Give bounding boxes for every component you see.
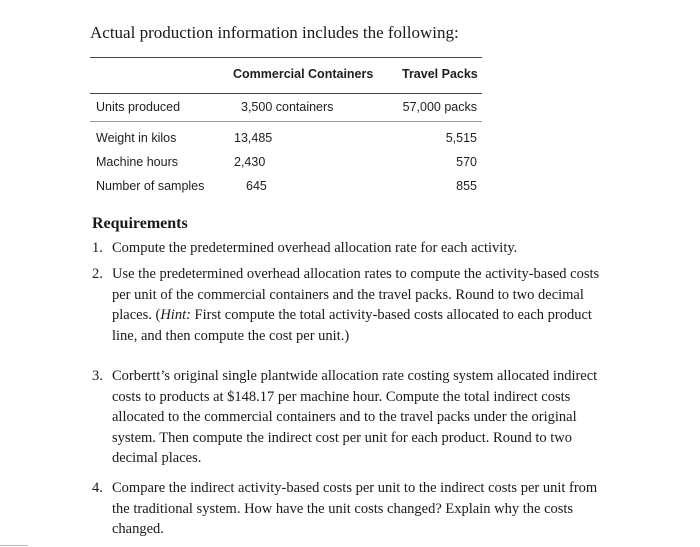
hint-label: Hint: xyxy=(160,307,191,323)
requirement-text-part: First compute the total activity-based costs allocated to each product line, and then compute the cost per unit.) xyxy=(112,307,592,344)
cell-weight-containers: 13,485 xyxy=(234,131,273,145)
header-travel-packs: Travel Packs xyxy=(402,67,478,81)
requirement-number: 2. xyxy=(92,266,103,282)
header-commercial-containers: Commercial Containers xyxy=(233,67,374,81)
row-label-machine-hours: Machine hours xyxy=(96,155,178,169)
cell-samples-containers: 645 xyxy=(246,179,267,193)
requirement-text: Compare the indirect activity-based costs per unit to the indirect costs per unit from the traditional system. How have the unit costs changed? Explain why the costs changed. xyxy=(112,480,598,537)
requirements-heading: Requirements xyxy=(92,215,188,232)
cell-units-packs: 57,000 packs xyxy=(402,100,477,114)
requirement-number: 3. xyxy=(92,368,103,384)
table-top-rule xyxy=(90,57,482,58)
cell-samples-packs: 855 xyxy=(456,179,477,193)
requirement-text: Corbertt’s original single plantwide allocation rate costing system allocated indirect costs to products at $148.17 per machine hour. Compute the total indirect costs allocated to the commercial containers and to the travel packs under the original system. Then compute the indirect cost per unit for each product. Round to two decimal places. xyxy=(112,368,598,466)
requirement-1 xyxy=(92,238,612,259)
table-header-rule xyxy=(90,93,482,94)
requirement-number: 1. xyxy=(92,240,103,256)
requirement-text xyxy=(112,264,612,346)
requirement-4 xyxy=(92,478,612,540)
intro-text: Actual production information includes the following: xyxy=(90,23,459,42)
cell-machine-hours-packs: 570 xyxy=(456,155,477,169)
table-row-rule xyxy=(90,121,482,122)
cell-machine-hours-containers: 2,430 xyxy=(234,155,266,169)
row-label-units: Units produced xyxy=(96,100,181,114)
requirement-2 xyxy=(92,264,612,346)
corner-rule xyxy=(0,545,28,546)
cell-weight-packs: 5,515 xyxy=(445,131,477,145)
requirement-number: 4. xyxy=(92,480,103,496)
requirement-text-part: Use the predetermined overhead allocation rates to compute the activity-based costs per unit of the commercial containers and the travel packs. Round to two decimal places. ( xyxy=(112,266,600,323)
row-label-samples: Number of samples xyxy=(96,179,205,193)
row-label-weight: Weight in kilos xyxy=(96,131,177,145)
requirement-text: Compute the predetermined overhead allocation rate for each activity. xyxy=(112,240,518,256)
requirement-3 xyxy=(92,366,612,469)
cell-units-containers: 3,500 containers xyxy=(241,100,334,114)
